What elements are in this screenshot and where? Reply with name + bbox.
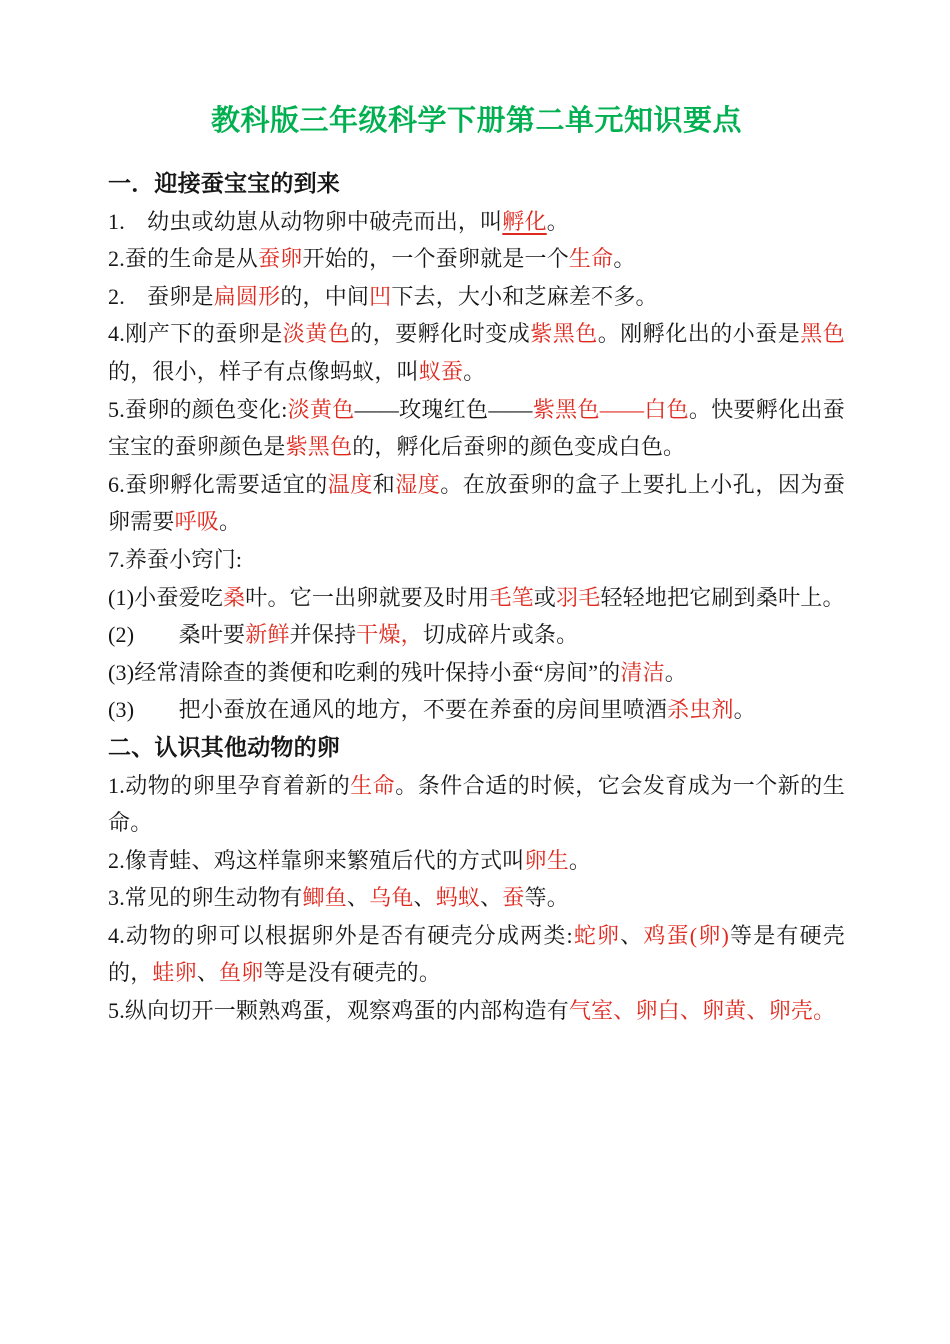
highlighted-term: 杀虫剂 <box>667 697 734 723</box>
paragraph <box>108 278 845 316</box>
text-run: 并保持 <box>289 622 357 648</box>
highlighted-term: 鲫鱼 <box>302 885 347 911</box>
text-run: 等是有硬壳的， <box>108 922 846 986</box>
paragraph <box>108 541 845 579</box>
text-run: 、 <box>346 885 370 911</box>
highlighted-term: 孵化 <box>502 208 547 234</box>
highlighted-term: 淡黄色 <box>287 396 355 422</box>
highlighted-term: 新鲜 <box>245 622 290 648</box>
text-run: 。 <box>733 697 756 723</box>
text-run: 二、认识其他动物的卵 <box>108 733 340 760</box>
highlighted-term: 鱼卵 <box>219 960 264 986</box>
highlighted-term: 蚕 <box>502 885 525 911</box>
document-body <box>108 165 845 1030</box>
highlighted-term: 蛙卵 <box>152 960 197 986</box>
text-run: 1.动物的卵里孕育着新的 <box>108 772 351 798</box>
highlighted-term: 扁圆形 <box>213 283 281 309</box>
highlighted-term: 黑色 <box>800 321 845 347</box>
text-run: 和 <box>372 471 396 497</box>
paragraph <box>108 654 845 692</box>
paragraph <box>108 767 845 842</box>
paragraph <box>108 315 845 390</box>
text-run: 、 <box>620 922 644 948</box>
text-run: 轻轻地把它刷到桑叶上。 <box>600 584 845 610</box>
text-run: ——玫瑰红色—— <box>354 396 533 422</box>
paragraph <box>108 842 845 880</box>
highlighted-term: 淡黄色 <box>282 321 351 347</box>
highlighted-term: 蚕卵 <box>258 246 303 272</box>
highlighted-term: 凹 <box>369 283 392 309</box>
text-run: 。刚孵化出的小蚕是 <box>597 321 801 347</box>
text-run: 2. 蚕卵是 <box>108 283 214 309</box>
text-run: 或 <box>533 584 557 610</box>
text-run: 5.蚕卵的颜色变化: <box>108 396 288 422</box>
text-run: 。 <box>664 659 687 685</box>
text-run: 的，要孵化时变成 <box>350 321 531 347</box>
text-run: 3.常见的卵生动物有 <box>108 885 303 911</box>
highlighted-term: 羽毛 <box>556 584 601 610</box>
text-run: 。 <box>219 509 242 535</box>
text-run: 。条件合适的时候，它会发育成为一个新的生命。 <box>108 772 845 836</box>
highlighted-term: 紫黑色 <box>285 434 353 460</box>
text-run: 。在放蚕卵的盒子上要扎上小孔，因为蚕卵需要 <box>108 471 846 535</box>
text-run: 、 <box>413 885 436 911</box>
highlighted-term: 毛笔 <box>489 584 534 610</box>
highlighted-term: 紫黑色——白色 <box>532 396 689 422</box>
text-run: 。快要孵化出蚕宝宝的蚕卵颜色是 <box>108 396 845 460</box>
text-run: (3) 把小蚕放在通风的地方，不要在养蚕的房间里喷酒 <box>108 697 668 723</box>
text-run: 、 <box>196 960 220 986</box>
paragraph <box>108 992 845 1030</box>
highlighted-term: 湿度 <box>395 471 441 497</box>
highlighted-term: 桑 <box>223 584 246 610</box>
paragraph <box>108 579 845 617</box>
text-run: 切成碎片或条。 <box>422 622 579 648</box>
highlighted-term: 紫黑色 <box>530 321 598 347</box>
paragraph <box>108 240 845 278</box>
text-run: 下去，大小和芝麻差不多。 <box>391 283 658 309</box>
text-run: 。 <box>546 208 569 234</box>
text-run: 的，中间 <box>280 283 370 309</box>
page-title: 教科版三年级科学下册第二单元知识要点 <box>210 105 742 137</box>
highlighted-term: 生命 <box>568 246 614 272</box>
highlighted-term: 生命 <box>350 772 396 798</box>
text-run: 5.纵向切开一颗熟鸡蛋，观察鸡蛋的内部构造有 <box>108 998 569 1024</box>
text-run: 。 <box>613 246 636 272</box>
section-heading <box>108 165 845 203</box>
highlighted-term: 蚁蚕 <box>418 358 464 384</box>
text-run: 7.养蚕小窍门: <box>108 546 243 572</box>
highlighted-term: 清洁 <box>620 659 665 685</box>
highlighted-term: 蛇卵 <box>572 922 621 948</box>
highlighted-term: 卵生 <box>524 847 569 873</box>
text-run: 4.动物的卵可以根据卵外是否有硬壳分成两类: <box>108 922 573 948</box>
text-run: 。 <box>568 847 592 873</box>
text-run: 的，孵化后蚕卵的颜色变成白色。 <box>352 434 686 460</box>
paragraph <box>108 466 845 541</box>
paragraph <box>108 879 845 917</box>
paragraph <box>108 691 845 729</box>
text-run: 的，很小，样子有点像蚂蚁，叫 <box>108 358 419 384</box>
text-run: 1. 幼虫或幼崽从动物卵中破壳而出，叫 <box>108 208 503 234</box>
text-run: 2.蚕的生命是从 <box>108 246 259 272</box>
text-run: 等是没有硬壳的。 <box>263 960 442 986</box>
highlighted-term: 乌龟 <box>369 885 414 911</box>
highlighted-term: 气室、卵白、卵黄、卵壳。 <box>568 998 836 1024</box>
text-run: 一．迎接蚕宝宝的到来 <box>108 170 340 196</box>
paragraph <box>108 917 845 992</box>
paragraph <box>108 391 845 466</box>
text-run: (1)小蚕爱吃 <box>108 584 224 610</box>
highlighted-term: 温度 <box>327 471 373 497</box>
paragraph <box>108 616 845 654</box>
text-run: 开始的，一个蚕卵就是一个 <box>302 246 569 272</box>
text-run: (2) 桑叶要 <box>108 622 246 648</box>
highlighted-term: 呼吸 <box>174 509 220 535</box>
text-run: 、 <box>480 885 503 911</box>
text-run: (3)经常清除查的粪便和吃剩的残叶保持小蚕“房间”的 <box>108 659 621 685</box>
highlighted-term: 蚂蚁 <box>435 885 481 911</box>
text-run: 4.刚产下的蚕卵是 <box>108 321 283 347</box>
text-run: 2.像青蛙、鸡这样靠卵来繁殖后代的方式叫 <box>108 847 525 873</box>
paragraph <box>108 203 845 241</box>
highlighted-term: 干燥， <box>356 622 423 648</box>
highlighted-term: 鸡蛋(卵) <box>643 922 730 948</box>
text-run: 。 <box>463 358 486 384</box>
text-run: 叶。它一出卵就要及时用 <box>245 584 490 610</box>
text-run: 6.蚕卵孵化需要适宜的 <box>108 471 328 497</box>
section-heading <box>108 729 845 767</box>
text-run: 等。 <box>524 885 569 911</box>
